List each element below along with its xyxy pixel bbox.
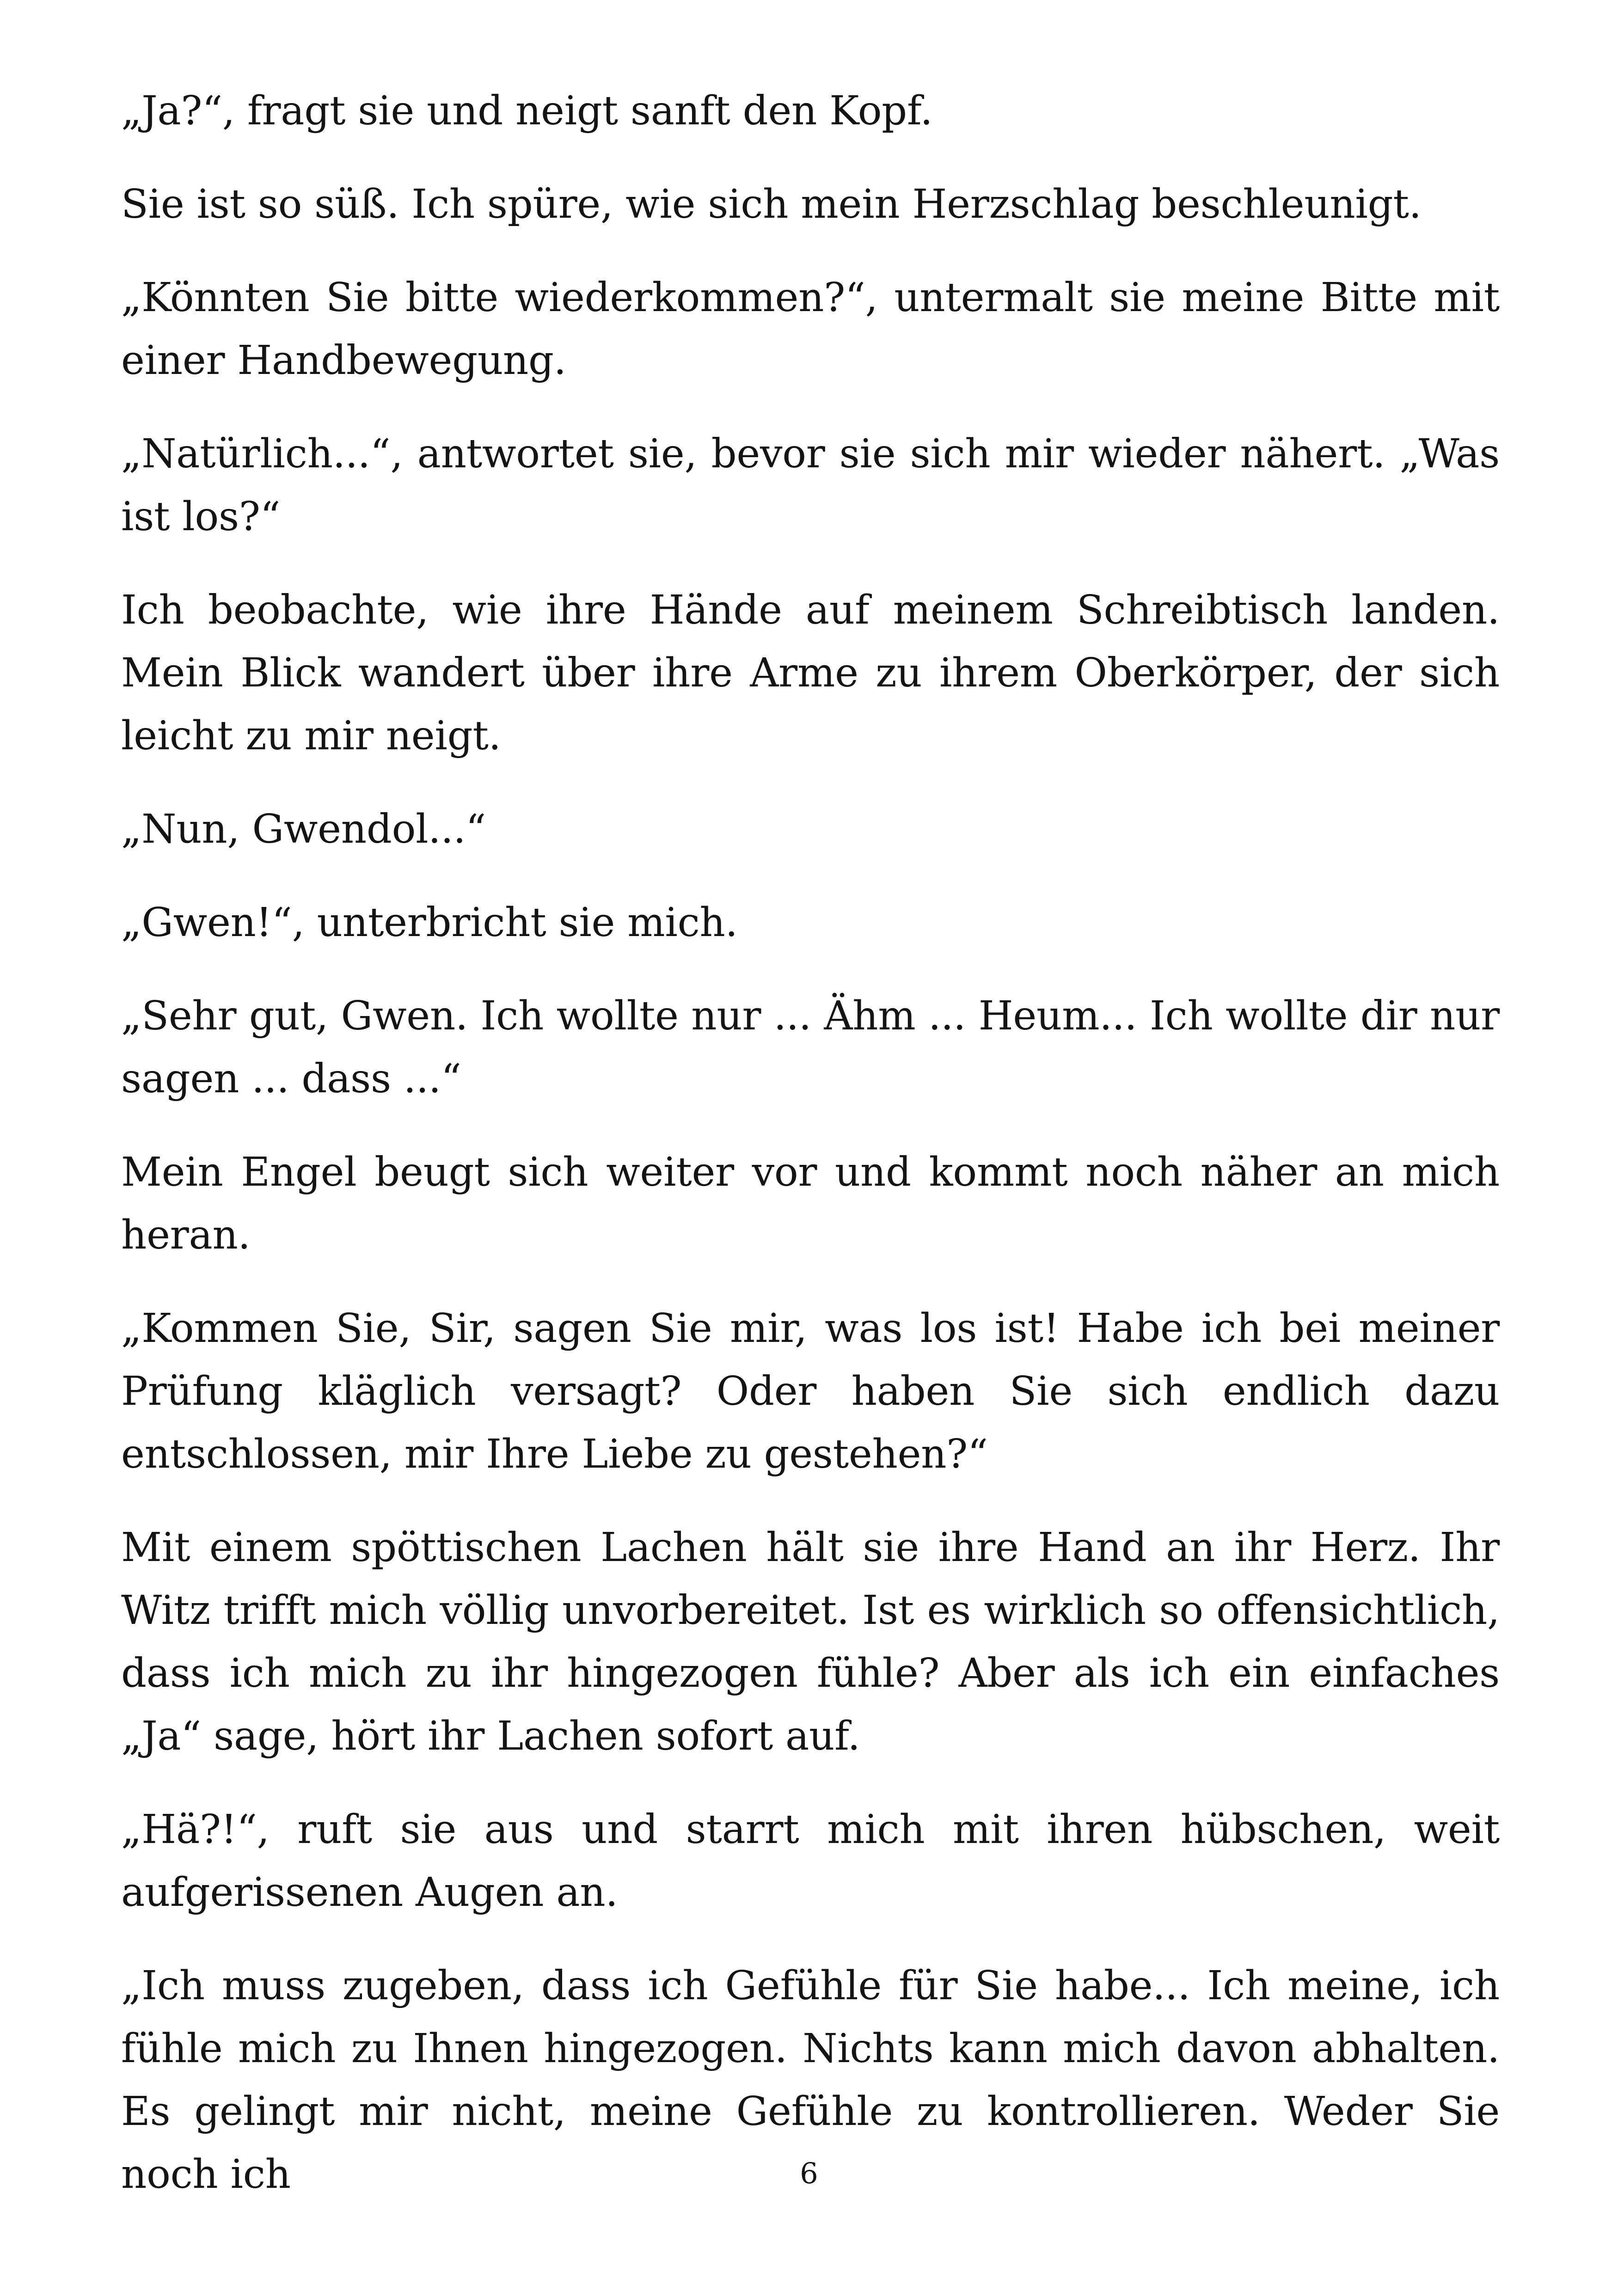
page-number: 6 [800, 2156, 818, 2190]
paragraph: „Kommen Sie, Sir, sagen Sie mir, was los ist! Habe ich bei meiner Prüfung kläglich versagt? Oder haben Sie sich endlich dazu entschlossen, mir Ihre Liebe zu gestehen?“ [121, 1305, 1500, 1477]
paragraph: Mein Engel beugt sich weiter vor und kommt noch näher an mich heran. [121, 1149, 1500, 1258]
paragraph: „Nun, Gwendol...“ [121, 806, 486, 852]
paragraph: Sie ist so süß. Ich spüre, wie sich mein Herzschlag beschleunigt. [121, 181, 1422, 227]
paragraph: „Natürlich...“, antwortet sie, bevor sie sich mir wieder nähert. „Was ist los?“ [121, 431, 1500, 540]
paragraph: „Ich muss zugeben, dass ich Gefühle für Sie habe... Ich meine, ich fühle mich zu Ihnen hingezogen. Nichts kann mich davon abhalten. Es gelingt mir nicht, meine Gefühle zu kontrollieren. Weder Sie noch ich [121, 1963, 1500, 2198]
paragraph: „Könnten Sie bitte wiederkommen?“, untermalt sie meine Bitte mit einer Handbewegung. [121, 275, 1500, 384]
paragraph: Mit einem spöttischen Lachen hält sie ihre Hand an ihr Herz. Ihr Witz trifft mich völlig unvorbereitet. Ist es wirklich so offensichtlich, dass ich mich zu ihr hingezogen fühle? Aber als ich ein einfaches „Ja“ sage, hört ihr Lachen sofort auf. [121, 1525, 1500, 1759]
paragraph: „Ja?“, fragt sie und neigt sanft den Kopf. [121, 88, 933, 134]
paragraph: „Gwen!“, unterbricht sie mich. [121, 900, 738, 946]
paragraph: „Sehr gut, Gwen. Ich wollte nur ... Ähm ... Heum... Ich wollte dir nur sagen ... dass ...“ [121, 993, 1500, 1102]
paragraph: Ich beobachte, wie ihre Hände auf meinem Schreibtisch landen. Mein Blick wandert über ihre Arme zu ihrem Oberkörper, der sich leicht zu mir neigt. [121, 587, 1500, 759]
body-text [121, 80, 1500, 2236]
paragraph: „Hä?!“, ruft sie aus und starrt mich mit ihren hübschen, weit aufgerissenen Augen an. [121, 1806, 1500, 1916]
